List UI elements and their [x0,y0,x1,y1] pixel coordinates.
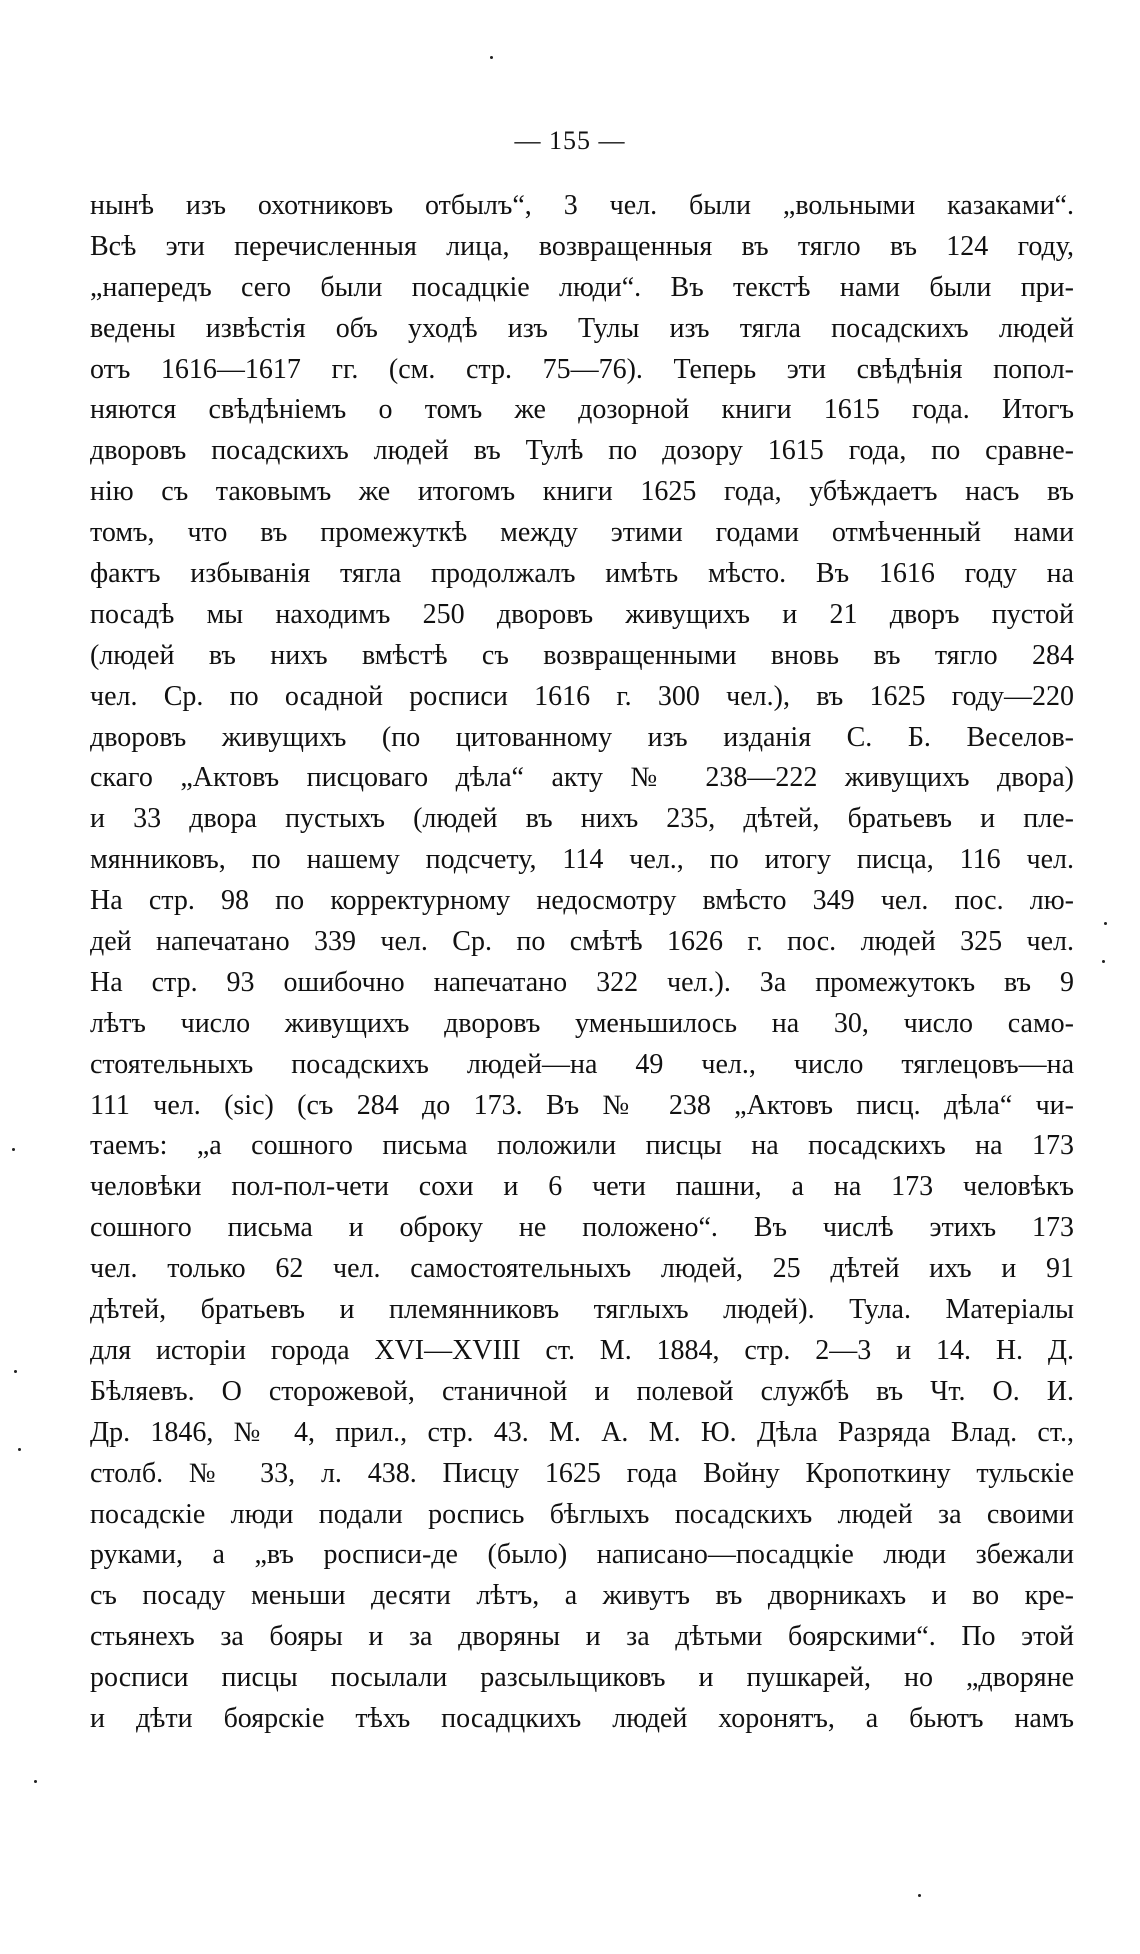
text-line: няются свѣдѣніемъ о томъ же дозорной книги 1615 года. Итогъ [90,394,1074,426]
scan-speck [18,1448,21,1451]
text-line: столб. № 33, л. 438. Писцу 1625 года Войну Кропоткину тульскіе [90,1457,1074,1489]
text-line: Др. 1846, № 4, прил., стр. 43. М. А. М. Ю. Дѣла Разряда Влад. ст., [90,1416,1074,1448]
text-line: съ посаду меньши десяти лѣтъ, а живутъ въ дворникахъ и во кре- [90,1580,1074,1612]
scan-speck [14,1370,17,1373]
text-line: дворовъ живущихъ (по цитованному изъ изданія С. Б. Веселов- [90,721,1074,753]
body-text [90,186,1074,1740]
text-line: нію съ таковымъ же итогомъ книги 1625 года, убѣждаетъ насъ въ [90,476,1074,508]
scan-speck [1102,960,1105,963]
page-number: — 155 — [514,126,626,155]
text-line: На стр. 98 по корректурному недосмотру вмѣсто 349 чел. пос. лю- [90,885,1074,917]
text-line: стьянехъ за бояры и за дворяны и за дѣтьми боярскими“. По этой [90,1621,1074,1653]
text-line: чел. Ср. по осадной росписи 1616 г. 300 чел.), въ 1625 году—220 [90,680,1074,712]
text-line: чел. только 62 чел. самостоятельныхъ людей, 25 дѣтей ихъ и 91 [90,1253,1074,1285]
text-line: мянниковъ, по нашему подсчету, 114 чел., по итогу писца, 116 чел. [90,844,1074,876]
text-line: „напередъ сего были посадцкіе люди“. Въ текстѣ нами были при- [90,271,1074,303]
text-line: таемъ: „а сошного письма положили писцы на посадскихъ на 173 [90,1130,1074,1162]
scan-speck [918,1894,921,1897]
scan-speck [34,1780,37,1783]
text-line: На стр. 93 ошибочно напечатано 322 чел.). За промежутокъ въ 9 [90,966,1074,998]
text-line: фактъ избыванія тягла продолжалъ имѣть мѣсто. Въ 1616 году на [90,558,1074,590]
text-line: человѣки пол-пол-чети сохи и 6 чети пашни, а на 173 человѣкъ [90,1171,1074,1203]
text-line: дворовъ посадскихъ людей въ Тулѣ по дозору 1615 года, по сравне- [90,435,1074,467]
text-line: ведены извѣстія объ уходѣ изъ Тулы изъ тягла посадскихъ людей [90,312,1074,344]
scan-speck [490,56,493,59]
text-line: Бѣляевъ. О сторожевой, станичной и полевой службѣ въ Чт. О. И. [90,1375,1074,1407]
text-line: руками, а „въ росписи-де (было) написано—посадцкіе люди збежали [90,1539,1074,1571]
text-line: посадѣ мы находимъ 250 дворовъ живущихъ и 21 дворъ пустой [90,598,1074,630]
text-line: дѣтей, братьевъ и племянниковъ тяглыхъ людей). Тула. Матеріалы [90,1294,1074,1326]
text-line: лѣтъ число живущихъ дворовъ уменьшилось на 30, число само- [90,1007,1074,1039]
scan-speck [1104,922,1107,925]
text-line: (людей въ нихъ вмѣстѣ съ возвращенными вновь въ тягло 284 [90,639,1074,671]
text-line: и 33 двора пустыхъ (людей въ нихъ 235, дѣтей, братьевъ и пле- [90,803,1074,835]
text-line: томъ, что въ промежуткѣ между этими годами отмѣченный нами [90,517,1074,549]
text-line: для исторіи города XVI—XVIII ст. М. 1884, стр. 2—3 и 14. Н. Д. [90,1334,1074,1366]
text-line: 111 чел. (sic) (съ 284 до 173. Въ № 238 „Актовъ писц. дѣла“ чи- [90,1089,1074,1121]
text-line: и дѣти боярскіе тѣхъ посадцкихъ людей хоронятъ, а бьютъ намъ [90,1702,1074,1734]
text-line: отъ 1616—1617 гг. (см. стр. 75—76). Теперь эти свѣдѣнія попол- [90,353,1074,385]
text-line: дей напечатано 339 чел. Ср. по смѣтѣ 1626 г. пос. людей 325 чел. [90,926,1074,958]
text-line: нынѣ изъ охотниковъ отбылъ“, 3 чел. были „вольными казаками“. [90,190,1074,221]
text-line: стоятельныхъ посадскихъ людей—на 49 чел., число тяглецовъ—на [90,1048,1074,1080]
text-line: сошного письма и оброку не положено“. Въ числѣ этихъ 173 [90,1212,1074,1244]
text-line: посадскіе люди подали роспись бѣглыхъ посадскихъ людей за своими [90,1498,1074,1530]
scan-speck [12,1148,15,1151]
text-line: Всѣ эти перечисленныя лица, возвращенныя въ тягло въ 124 году, [90,230,1074,262]
text-line: росписи писцы посылали разсыльщиковъ и пушкарей, но „дворяне [90,1662,1074,1694]
text-line: скаго „Актовъ писцоваго дѣла“ акту № 238—222 живущихъ двора) [90,762,1074,794]
